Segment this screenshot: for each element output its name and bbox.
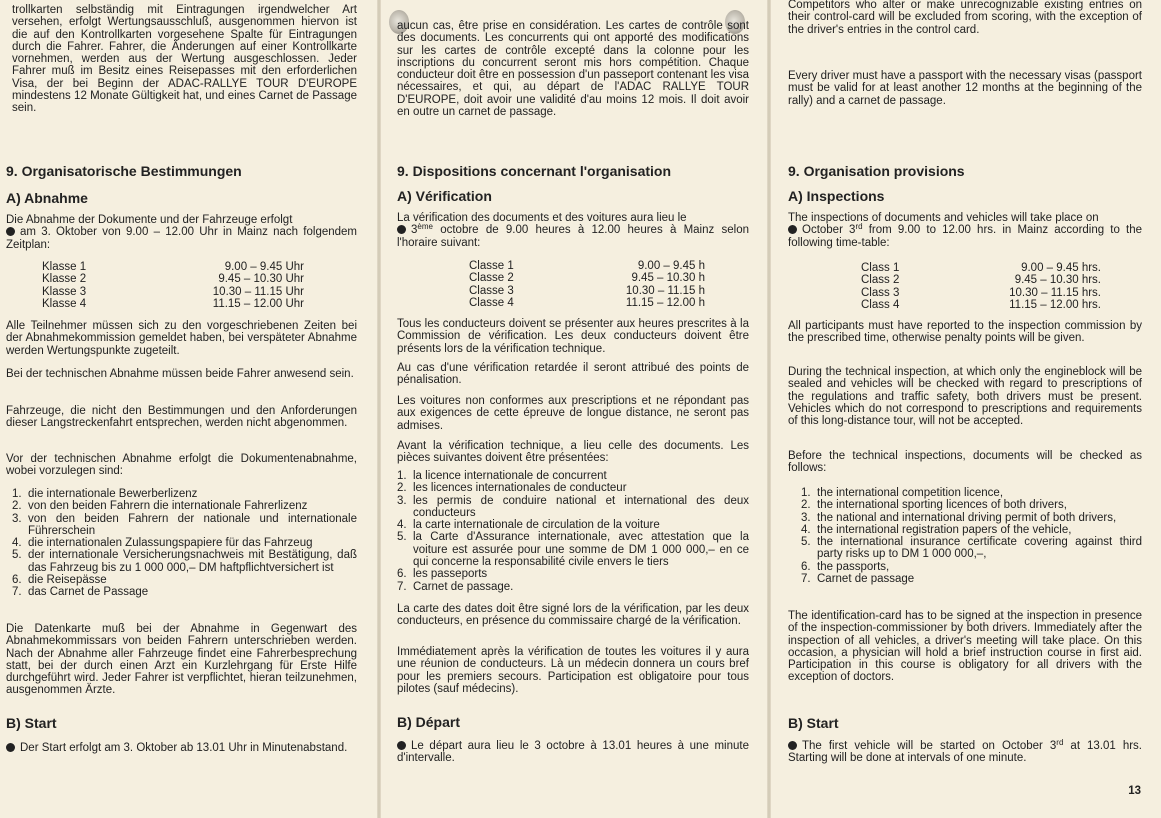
schedule-row [469,297,705,309]
list-item-text: die Reisepässe [28,574,107,587]
bullet-icon [397,741,406,750]
bullet-icon [397,225,406,234]
subsection-title: B) Départ [397,714,461,730]
schedule-class: Class 3 [861,286,900,299]
schedule-time: 9.45 – 10.30 h [631,272,705,285]
list-item-text: Carnet de passage [817,573,915,586]
list-item-number: 2. [397,482,407,495]
list-item-number: 1. [12,488,22,500]
list-item [12,574,357,586]
schedule-time: 9.00 – 9.45 h [637,260,705,272]
schedule-time: 11.15 – 12.00 Uhr [212,297,304,310]
list-item [801,573,1142,585]
list-item [397,495,749,520]
list-item-text: the international sporting licences of both drivers, [817,499,1067,512]
paragraph: The identification-card has to be signed at the inspection in presence of the inspection-commissioner by both drivers. Immediately after the inspection of all vehicles, a driver's meeting will take place. On this occasion, a physician will hold a brief instruction course in first aid. Participation in this course is obligatory for all drivers with the exception of doctors. [788,610,1142,684]
document-list [801,487,1142,585]
subsection-title: A) Vérification [397,188,492,204]
list-item-text: Carnet de passage. [413,580,514,593]
paragraph: Alle Teilnehmer müssen sich zu den vorgeschriebenen Zeiten bei der Abnahmekommission gemeldet haben, bei verspäteter Abnahme werden Wertungspunkte zugeteilt. [6,320,357,357]
section-title: 9. Organisation provisions [788,163,965,179]
list-item [801,487,1142,499]
list-item-text: la Carte d'Assurance internationale, avec attestation que la voiture est assurée pour une somme de DM 1 000 000,– en ce qui concerne la responsabilité civile envers le tiers [413,531,749,569]
list-item-number: 7. [801,573,811,586]
schedule-class: Klasse 2 [42,273,87,286]
schedule-row [861,262,1101,274]
schedule-table [42,261,304,310]
document-list [397,470,749,593]
list-item-number: 7. [397,580,407,593]
list-item-text: die internationalen Zulassungspapiere für das Fahrzeug [28,537,313,550]
list-item-text: the passports, [817,560,890,573]
list-item-text: la licence internationale de concurrent [413,470,607,482]
schedule-time: 10.30 – 11.15 h [625,284,705,297]
list-item [801,536,1142,561]
schedule-row [861,287,1101,299]
intro-paragraph: aucun cas, être prise en considération. Les cartes de contrôle sont des documents. Les concurrents qui ont apporté des modifications sur les cartes de contrôle excepté dans la colonne pour les inscriptions du concurrent seront mis hors compétition. Chaque conducteur doit être en possession d'un passeport contenant les visa nécessaires, et qui, au départ de l'ADAC RALLYE TOUR D'EUROPE, doit avoir une validité d'au moins 12 mois. Il doit avoir en outre un carnet de passage. [397,20,749,119]
paragraph: Bei der technischen Abnahme müssen beide Fahrer anwesend sein. [6,368,354,380]
list-item [12,537,357,549]
paragraph: Fahrzeuge, die nicht den Bestimmungen und den Anforderungen dieser Langstreckenfahrt entsprechen, werden nicht abgenommen. [6,405,357,430]
list-item-text: von den beiden Fahrern der nationale und internationale Führerschein [28,512,357,537]
schedule-class: Klasse 3 [42,285,87,298]
list-item-number: 5. [12,549,22,562]
list-item-number: 4. [397,519,407,532]
schedule-row [861,274,1101,286]
paragraph: During the technical inspection, at which only the engineblock will be sealed and vehicles will be checked with regard to prescriptions of the regulations and traffic safety, both drivers must be present. Vehicles which do not correspond to prescriptions and requirements of this long-distance tour, will not be accepted. [788,366,1142,428]
paragraph: Vor der technischen Abnahme erfolgt die Dokumentenabnahme, wobei vorzulegen sind: [6,453,357,478]
schedule-class: Classe 2 [469,272,514,285]
section-title: 9. Dispositions concernant l'organisation [397,163,672,179]
list-item [397,519,749,531]
intro-paragraph: trollkarten selbständig mit Eintragungen irgendwelcher Art versehen, erfolgt Wertungsausschluß, ausgenommen hiervon ist die auf den Kontrollkarten vorgesehene Spalte für Eintragungen durch die Fahrer. Fahrer, die Änderungen auf einer Kontrollkarte vornehmen, werden aus der Wertung ausgeschlossen. Jeder Fahrer muß im Besitz eines Reisepasses mit den erforderlichen Visa, der bei Beginn der ADAC-RALLYE TOUR D'EUROPE mindestens 12 Monate Gültigkeit hat, und eines Carnet de Passage sein. [12,4,357,115]
start-paragraph: Le départ aura lieu le 3 octobre à 13.01 heures à une minute d'intervalle. [397,740,749,765]
list-item [12,586,357,598]
list-item-text: der internationale Versicherungsnachweis mit Bestätigung, daß das Fahrzeug bis zu 1 000 000,– DM haftpflichtversichert ist [28,549,357,574]
schedule-time: 9.45 – 10.30 hrs. [1014,274,1101,287]
list-item-number: 7. [12,586,22,599]
list-item-text: les permis de conduire national et international des deux conducteurs [413,494,749,519]
document-list [12,488,357,599]
schedule-row [42,273,304,285]
paragraph: All participants must have reported to the inspection commission by the prescribed time, otherwise penalty points will be given. [788,320,1142,345]
start-paragraph: Der Start erfolgt am 3. Oktober ab 13.01 Uhr in Minutenabstand. [6,742,357,754]
subsection-title: A) Inspections [788,188,885,204]
list-item-number: 4. [12,537,22,550]
list-item [801,561,1142,573]
schedule-row [42,298,304,310]
list-item [397,470,749,482]
list-item [12,513,357,538]
list-item-number: 3. [801,511,811,524]
intro-paragraph: Competitors who alter or make unrecognizable existing entries on their control-card will be excluded from scoring, with the exception of the driver's entries in the control card. [788,0,1142,36]
schedule-class: Classe 4 [469,296,514,309]
list-item-text: the national and international driving permit of both drivers, [817,511,1117,524]
inspection-intro: Die Abnahme der Dokumente und der Fahrzeuge erfolgt am 3. Oktober von 9.00 – 12.00 Uhr in Mainz nach folgendem Zeitplan: [6,214,357,251]
list-item-number: 5. [397,531,407,544]
list-item-number: 2. [801,499,811,512]
bullet-icon [788,225,797,234]
schedule-time: 11.15 – 12.00 h [625,296,705,309]
list-item-text: das Carnet de Passage [28,586,149,599]
inspection-intro: The inspections of documents and vehicles will take place on October 3rd from 9.00 to 12.00 hrs. in Mainz according to the following time-table: [788,212,1143,249]
paragraph: La carte des dates doit être signé lors de la vérification, par les deux conducteurs, en présence du commissaire chargé de la vérification. [397,603,749,628]
list-item-number: 6. [397,568,407,581]
list-item-text: die internationale Bewerberlizenz [28,488,198,500]
schedule-row [42,286,304,298]
schedule-table [861,262,1101,311]
list-item-text: the international registration papers of the vehicle, [817,523,1072,536]
paragraph: Immédiatement après la vérification de toutes les voitures il y aura une réunion de conducteurs. Là un médecin donnera un cours bref pour les premiers secours. Participation est obligatoire pour tous pilotes (sauf médecins). [397,646,749,695]
paragraph: Au cas d'une vérification retardée il seront attribué des points de pénalisation. [397,362,749,387]
list-item-text: the international competition licence, [817,487,1004,499]
list-item [397,581,749,593]
start-paragraph: The first vehicle will be started on October 3rd at 13.01 hrs. Starting will be done at intervals of one minute. [788,738,1142,765]
list-item-number: 3. [12,512,22,525]
paragraph: Tous les conducteurs doivent se présenter aux heures prescrites à la Commission de vérification. Les deux conducteurs doivent être présents lors de la vérification technique. [397,318,749,355]
list-item [801,524,1142,536]
list-item [397,568,749,580]
schedule-class: Classe 3 [469,284,514,297]
list-item-number: 3. [397,494,407,507]
schedule-class: Klasse 4 [42,297,87,310]
bullet-icon [788,741,797,750]
list-item-number: 5. [801,536,811,549]
list-item-text: les passeports [413,568,488,581]
list-item-text: von den beiden Fahrern die internationale Fahrerlizenz [28,500,308,513]
schedule-table [469,260,705,309]
list-item [12,500,357,512]
bullet-icon [6,227,15,236]
schedule-class: Class 2 [861,274,900,287]
paragraph: Die Datenkarte muß bei der Abnahme in Gegenwart des Abnahmekommissars von beiden Fahrern unterschrieben werden. Nach der Abnahme aller Fahrzeuge findet eine Fahrerbesprechung statt, bei der durch einen Arzt ein Kurzlehrgang für Erste Hilfe durchgeführt wird. Jeder Fahrer ist verpflichtet, hieran teilzunehmen, ausgenommen Ärzte. [6,623,357,697]
list-item-number: 1. [801,487,811,499]
schedule-class: Classe 1 [469,260,514,272]
schedule-class: Class 4 [861,298,900,311]
schedule-time: 9.00 – 9.45 Uhr [224,261,304,273]
list-item-number: 4. [801,523,811,536]
subsection-title: A) Abnahme [6,190,88,206]
schedule-row [469,260,705,272]
schedule-time: 10.30 – 11.15 hrs. [1009,286,1101,299]
list-item [801,512,1142,524]
german-column [0,0,377,818]
section-title: 9. Organisatorische Bestimmungen [6,163,242,179]
schedule-row [469,285,705,297]
list-item [397,482,749,494]
schedule-row [861,299,1101,311]
subsection-title: B) Start [6,715,57,731]
list-item [801,499,1142,511]
inspection-intro: La vérification des documents et des voitures aura lieu le 3ème octobre de 9.00 heures à 12.00 heures à Mainz selon l'horaire suivant: [397,212,749,249]
schedule-class: Klasse 1 [42,261,87,273]
schedule-row [42,261,304,273]
paragraph: Before the technical inspections, documents will be checked as follows: [788,450,1142,475]
list-item [12,549,357,574]
list-item-number: 1. [397,470,407,482]
list-item-text: the international insurance certificate covering against third party risks up to DM 1 000 000,–, [817,536,1142,561]
schedule-time: 9.45 – 10.30 Uhr [218,273,304,286]
list-item [397,531,749,568]
subsection-title: B) Start [788,715,839,731]
page-number: 13 [1128,785,1141,797]
paragraph: Les voitures non conformes aux prescriptions et ne répondant pas aux exigences de cette épreuve de longue distance, ne seront pas admises. [397,395,749,432]
french-column [381,0,767,818]
schedule-time: 11.15 – 12.00 hrs. [1009,298,1101,311]
paragraph: Avant la vérification technique, a lieu celle des documents. Les pièces suivantes doivent être présentées: [397,440,749,465]
list-item-number: 2. [12,500,22,513]
schedule-time: 10.30 – 11.15 Uhr [212,285,304,298]
list-item-text: les licences internationales de conducteur [413,482,627,495]
bullet-icon [6,743,15,752]
list-item-text: la carte internationale de circulation de la voiture [413,519,660,532]
schedule-time: 9.00 – 9.45 hrs. [1021,262,1101,274]
intro-paragraph: Every driver must have a passport with the necessary visas (passport must be valid for at least another 12 months at the beginning of the rally) and a carnet de passage. [788,70,1142,107]
english-column [771,0,1161,818]
list-item [12,488,357,500]
list-item-number: 6. [12,574,22,587]
schedule-row [469,272,705,284]
schedule-class: Class 1 [861,262,900,274]
list-item-number: 6. [801,560,811,573]
